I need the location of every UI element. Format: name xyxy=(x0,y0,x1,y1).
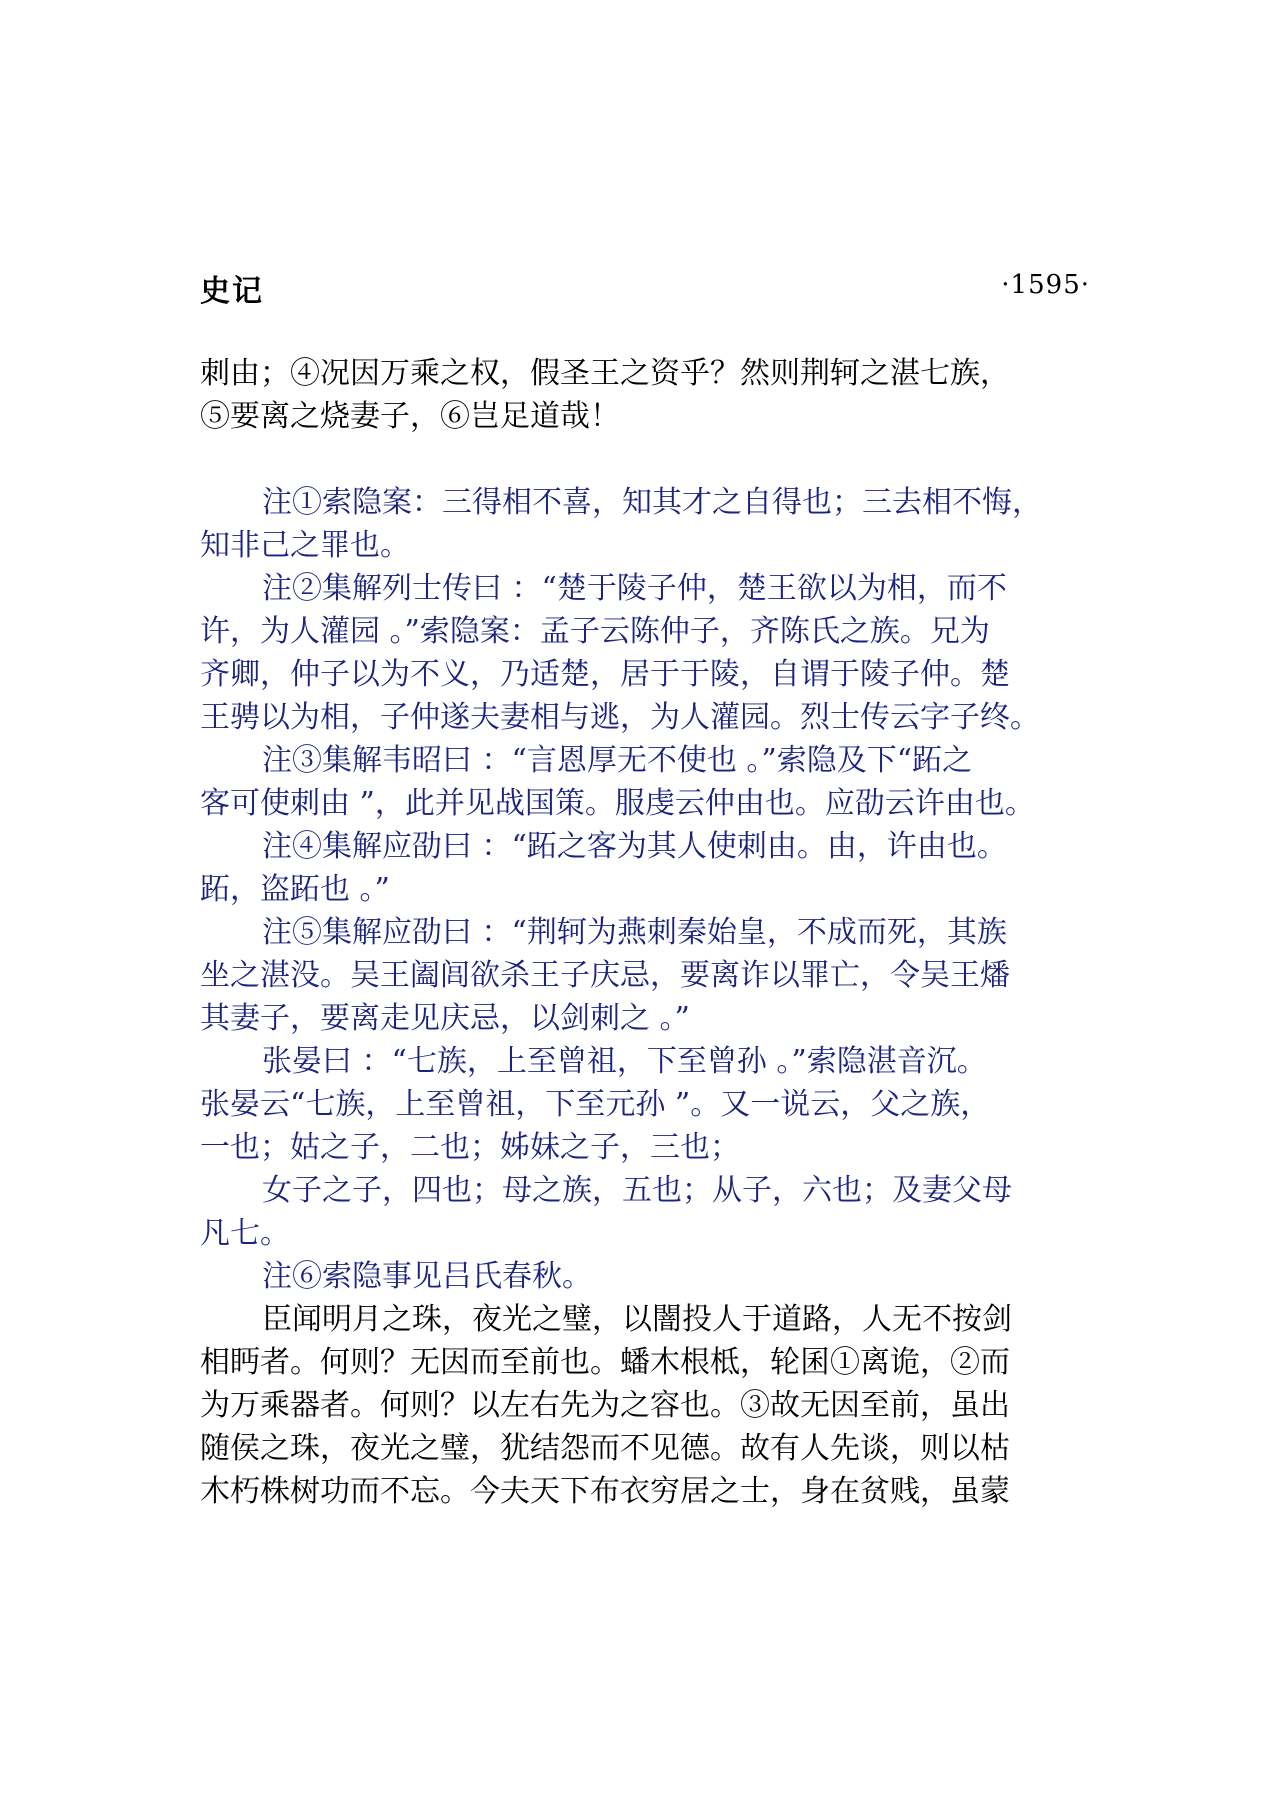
main-paragraph xyxy=(200,1298,1100,1513)
note-3 xyxy=(200,739,1100,825)
note-line: 张晏云“七族，上至曾祖，下至元孙 ”。又一说云，父之族， xyxy=(200,1087,991,1122)
note-4 xyxy=(200,825,1100,911)
main-text-line: 相眄者。何则？无因而至前也。蟠木根柢，轮囷①离诡，②而 xyxy=(200,1345,1010,1380)
note-line: 齐卿，仲子以为不义，乃适楚，居于于陵，自谓于陵子仲。楚 xyxy=(200,657,1010,692)
main-text-line: 随侯之珠，夜光之璧，犹结怨而不见德。故有人先谈，则以枯 xyxy=(200,1431,1010,1466)
note-line: 凡七。 xyxy=(200,1216,290,1251)
note-5-continued-2 xyxy=(200,1169,1100,1255)
main-text-line: ⑤要离之烧妻子，⑥岂足道哉！ xyxy=(200,399,620,434)
main-text-line: 臣闻明月之珠，夜光之璧，以闇投人于道路，人无不按剑 xyxy=(262,1302,1012,1337)
note-6 xyxy=(200,1255,1100,1298)
note-5-continued xyxy=(200,1040,1100,1169)
note-line: 一也；姑之子，二也；姊妹之子，三也； xyxy=(200,1130,740,1165)
page-header xyxy=(200,266,1090,309)
note-line: 客可使刺由 ”，此并见战国策。服虔云仲由也。应劭云许由也。 xyxy=(200,786,1035,821)
book-title: 史记 xyxy=(200,274,264,309)
main-text-line: 木朽株树功而不忘。今夫天下布衣穷居之士，身在贫贱，虽蒙 xyxy=(200,1474,1010,1509)
note-line: 跖，盗跖也 。” xyxy=(200,872,390,907)
note-line: 其妻子，要离走见庆忌，以剑刺之 。” xyxy=(200,1001,690,1036)
note-line: 女子之子，四也；母之族，五也；从子，六也；及妻父母 xyxy=(262,1173,1012,1208)
main-text-line: 刺由；④况因万乘之权，假圣王之资乎？然则荆轲之湛七族， xyxy=(200,356,1010,391)
note-line: 知非己之罪也。 xyxy=(200,528,410,563)
note-line: 注⑤集解应劭曰 ：“荆轲为燕刺秦始皇，不成而死，其族 xyxy=(262,915,1007,950)
note-line: 注④集解应劭曰 ：“跖之客为其人使刺由。由，许由也。 xyxy=(262,829,1007,864)
note-line: 注①索隐案：三得相不喜，知其才之自得也；三去相不悔， xyxy=(262,485,1042,520)
note-line: 注⑥索隐事见吕氏春秋。 xyxy=(262,1259,592,1294)
note-line: 张晏曰 ：“七族，上至曾祖，下至曾孙 。”索隐湛音沉。 xyxy=(262,1044,987,1079)
note-line: 许，为人灌园 。”索隐案：孟子云陈仲子，齐陈氏之族。兄为 xyxy=(200,614,990,649)
note-line: 王骋以为相，子仲遂夫妻相与逃，为人灌园。烈士传云字子终。 xyxy=(200,700,1040,735)
note-5 xyxy=(200,911,1100,1040)
note-line: 注③集解韦昭曰 ：“言恩厚无不使也 。”索隐及下“跖之 xyxy=(262,743,973,778)
note-2 xyxy=(200,567,1100,739)
page-body xyxy=(200,352,1100,1513)
note-line: 注②集解列士传曰 ：“楚于陵子仲，楚王欲以为相，而不 xyxy=(262,571,1007,606)
note-1 xyxy=(200,481,1100,567)
paragraph-gap xyxy=(200,438,1100,481)
main-text-line: 为万乘器者。何则？以左右先为之容也。③故无因至前，虽出 xyxy=(200,1388,1010,1423)
page-number: ·1595· xyxy=(1001,270,1090,300)
note-line: 坐之湛没。吴王阖闾欲杀王子庆忌，要离诈以罪亡，令吴王燔 xyxy=(200,958,1010,993)
